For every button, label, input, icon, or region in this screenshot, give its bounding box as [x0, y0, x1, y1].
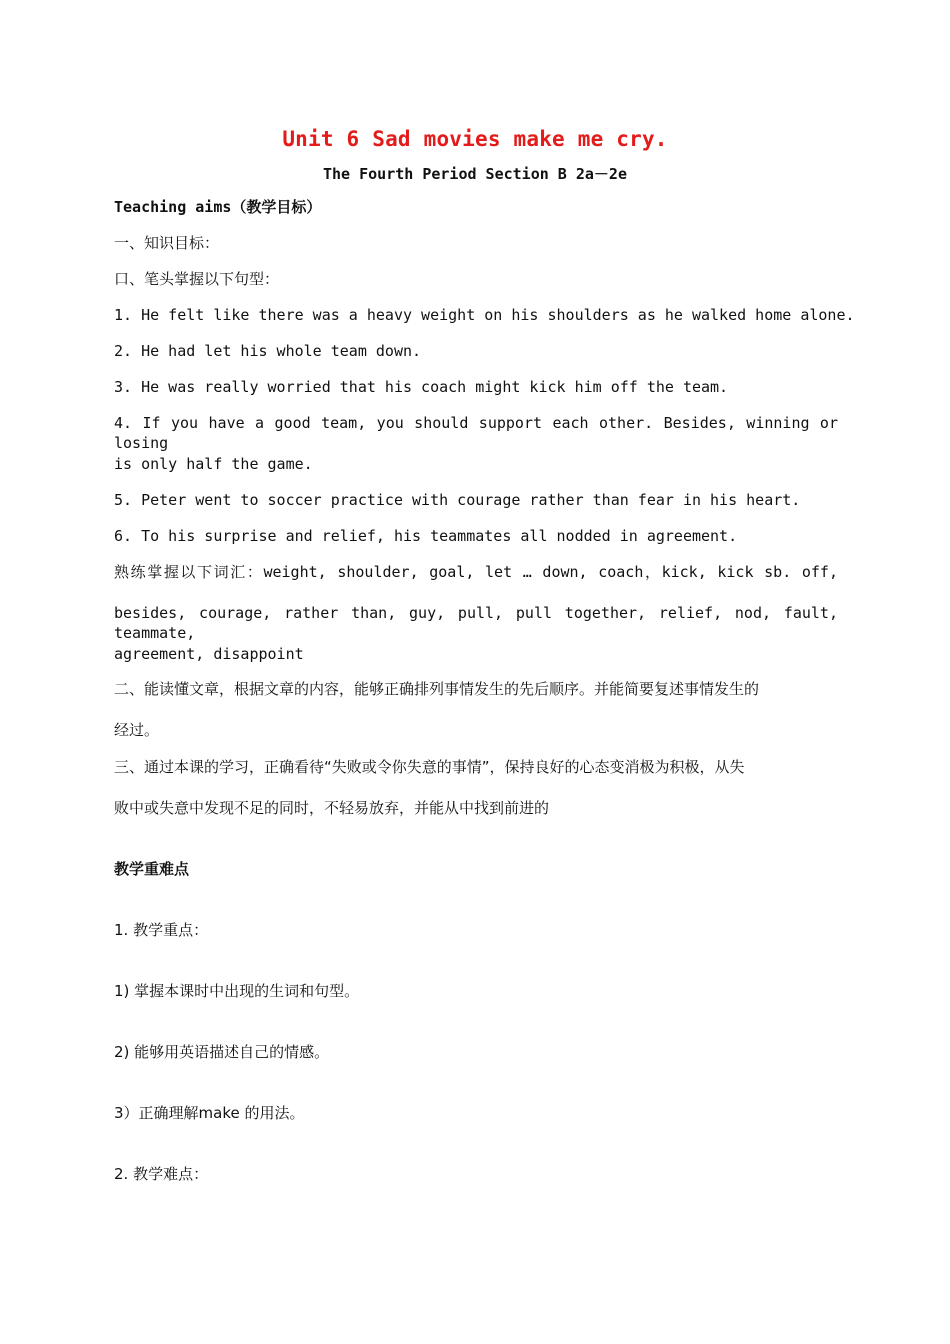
goal-three-line-2: 败中或失意中发现不足的同时，不轻易放弃，并能从中找到前进的 — [114, 799, 550, 817]
difficult-points-heading: 2. 教学难点： — [114, 1165, 209, 1183]
key-point-3: 3）正确理解make 的用法。 — [114, 1104, 305, 1122]
vocabulary-line-1: 熟练掌握以下词汇：weight, shoulder, goal, let … down, coach，kick, kick sb. off, — [114, 563, 838, 581]
key-point-1: 1) 掌握本课时中出现的生词和句型。 — [114, 982, 360, 1000]
sentence-line-1: 1. He felt like there was a heavy weight on his shoulders as he walked home alone. — [114, 306, 855, 324]
teaching-aims-heading: Teaching aims（教学目标） — [114, 198, 322, 216]
sentence-line-4: 4. If you have a good team, you should support each other. Besides, winning or losing — [114, 414, 838, 452]
sentence-line-3: 3. He was really worried that his coach might kick him off the team. — [114, 378, 729, 396]
document-subtitle: The Fourth Period Section B 2a－2e — [323, 165, 627, 183]
key-points-heading: 1. 教学重点： — [114, 921, 209, 939]
goal-two-line-1: 二、能读懂文章，根据文章的内容，能够正确排列事情发生的先后顺序。并能简要复述事情发生的 — [114, 680, 760, 698]
sentence-line-5: 5. Peter went to soccer practice with courage rather than fear in his heart. — [114, 491, 801, 509]
vocabulary-line-3: agreement, disappoint — [114, 645, 304, 663]
sentence-line-6: 6. To his surprise and relief, his teammates all nodded in agreement. — [114, 527, 738, 545]
goal-three-line-1: 三、通过本课的学习，正确看待“失败或令你失意的事情”，保持良好的心态变消极为积极，从失 — [114, 758, 745, 776]
document-title: Unit 6 Sad movies make me cry. — [282, 127, 668, 151]
key-difficult-heading: 教学重难点 — [114, 860, 190, 878]
key-point-2: 2) 能够用英语描述自己的情感。 — [114, 1043, 330, 1061]
sentence-heading: 口、笔头掌握以下句型： — [114, 270, 280, 288]
sentence-line-4-continued: is only half the game. — [114, 455, 313, 473]
knowledge-heading: 一、知识目标： — [114, 234, 220, 252]
sentence-line-2: 2. He had let his whole team down. — [114, 342, 422, 360]
vocabulary-line-2: besides, courage, rather than, guy, pull, pull together, relief, nod, fault, teammate, — [114, 604, 838, 642]
goal-two-line-2: 经过。 — [114, 721, 160, 739]
